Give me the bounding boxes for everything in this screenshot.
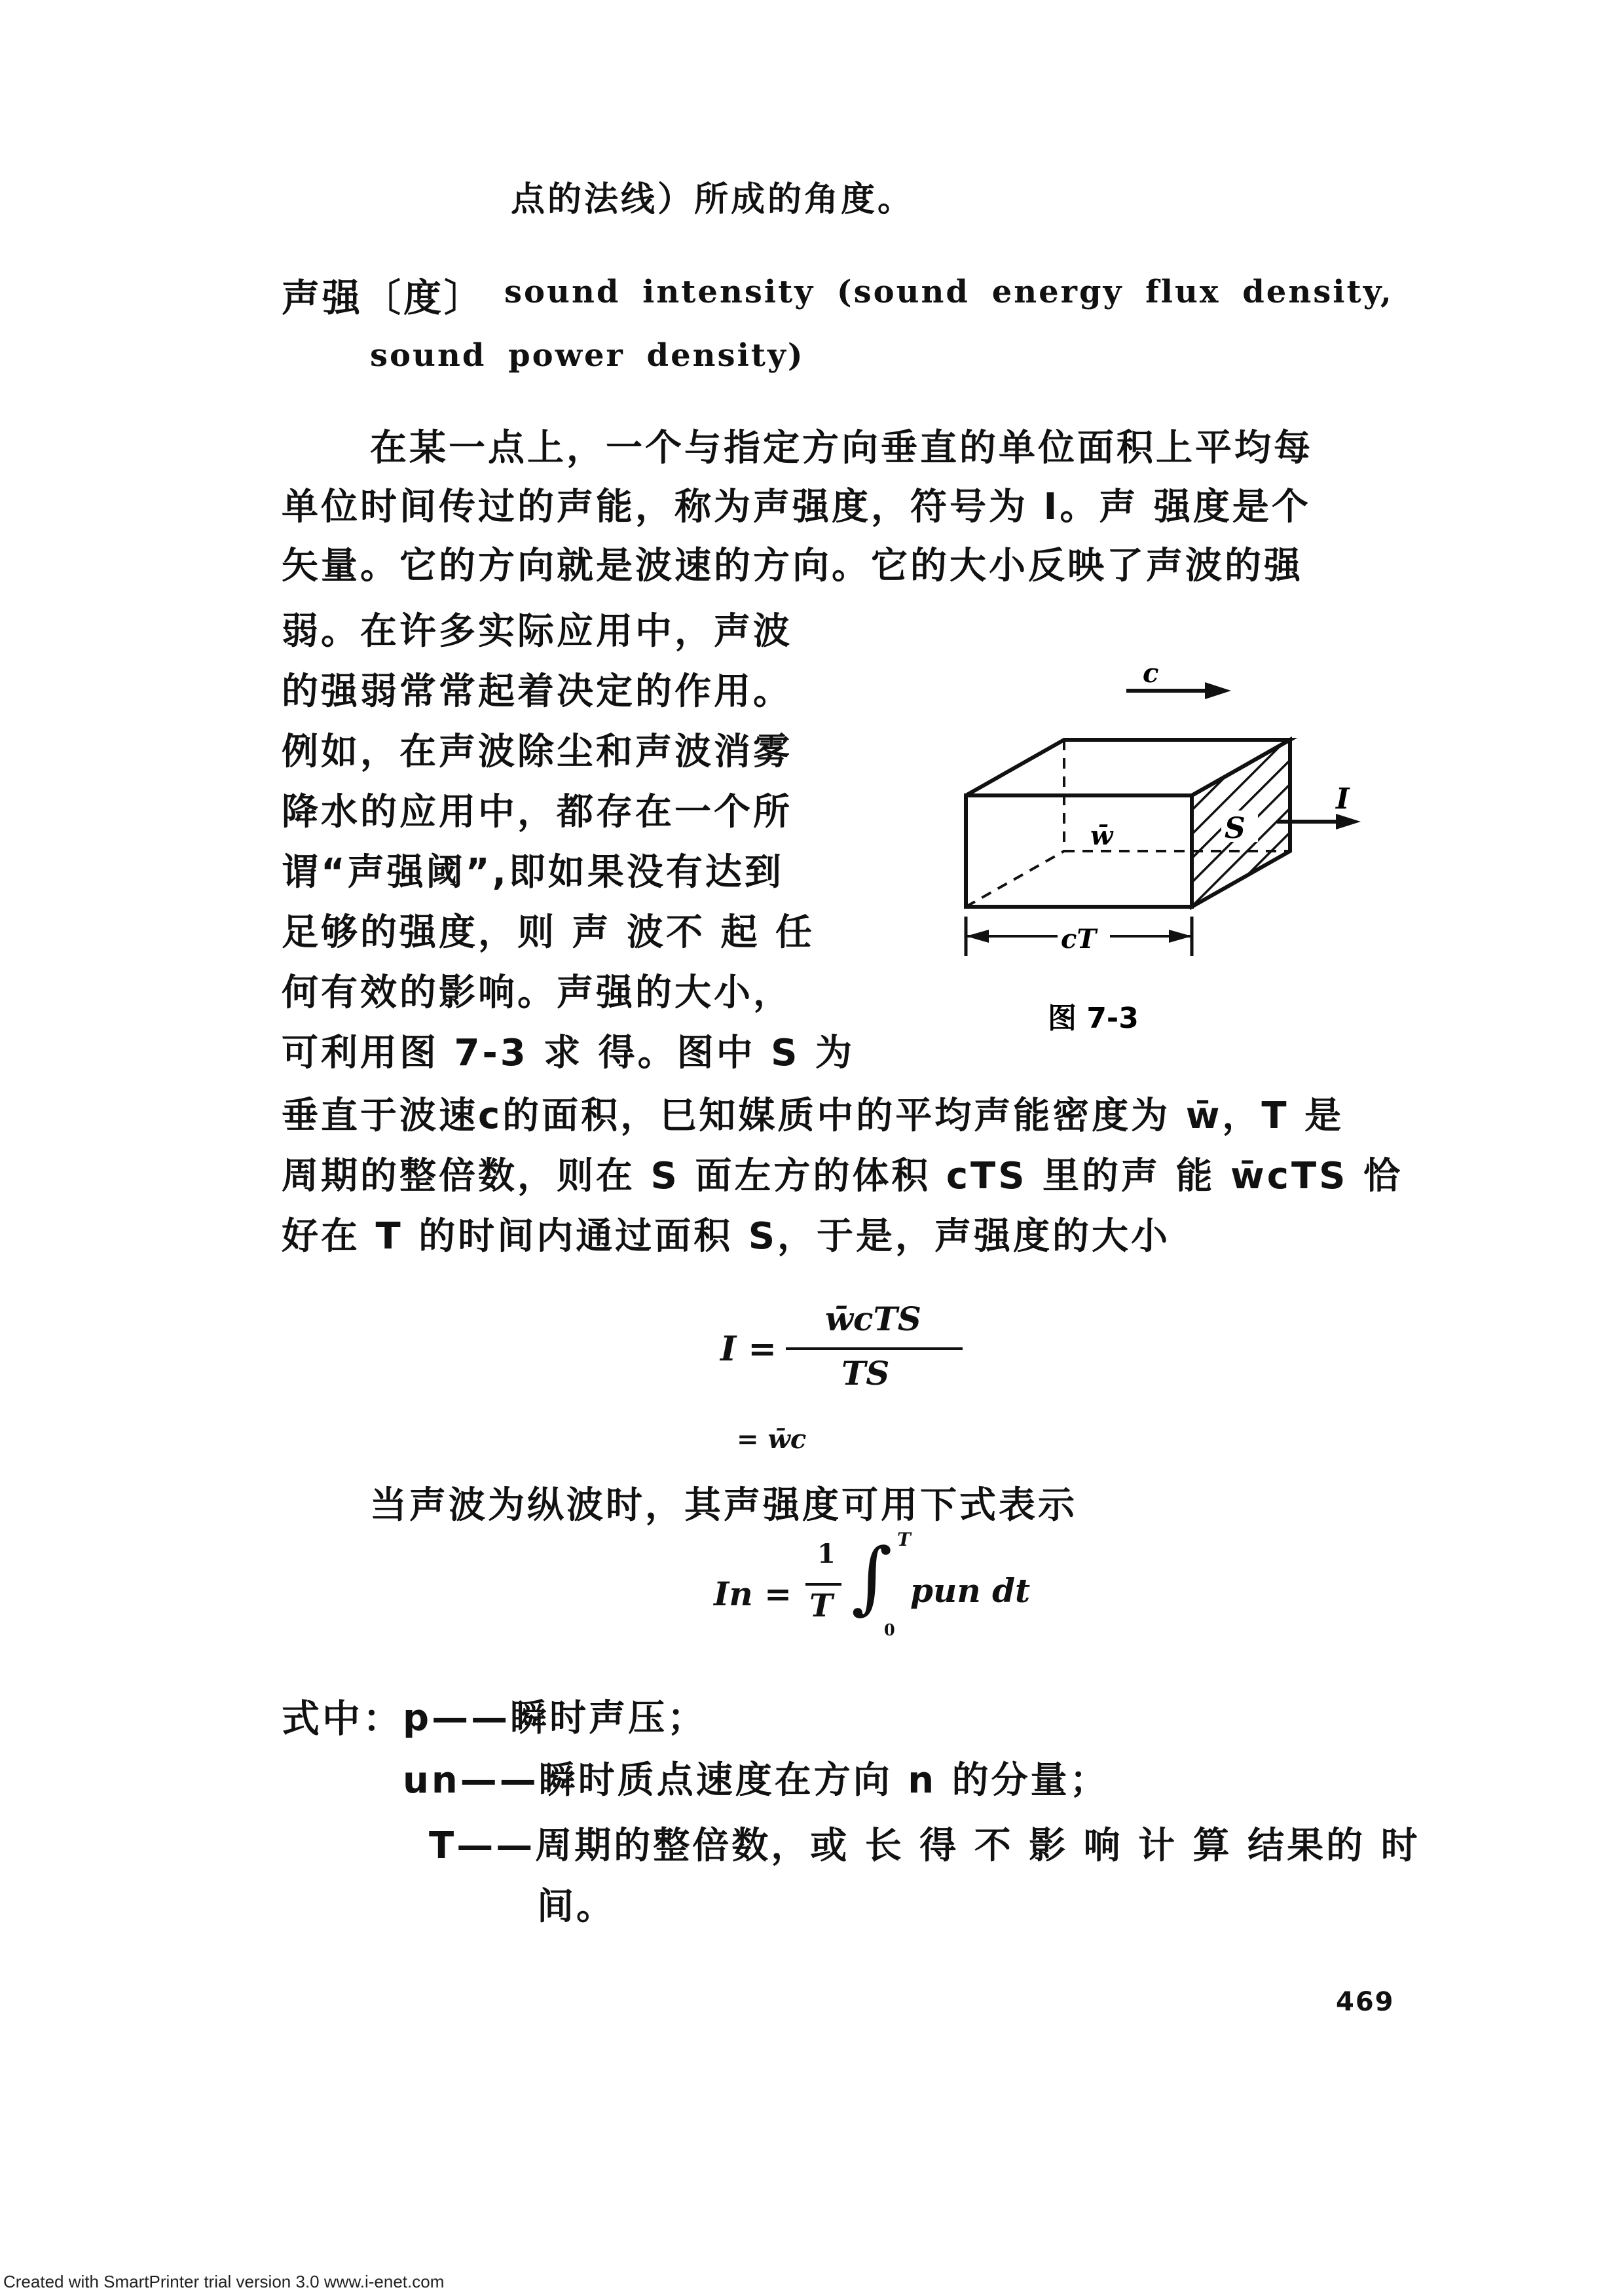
figure-7-3 — [943, 648, 1414, 1041]
term-english-line2: sound power density) — [370, 337, 805, 374]
wrapped-line-7: 何有效的影响。声强的大小， — [282, 972, 792, 1014]
formula1-result: = w̄c — [737, 1424, 807, 1455]
paragraph2-line3: 好在 T 的时间内通过面积 S，于是，声强度的大小 — [282, 1215, 1171, 1258]
label-c: c — [1143, 658, 1159, 689]
footer-watermark: Created with SmartPrinter trial version 3.0 www.i-enet.com — [3, 2272, 445, 2291]
wrapped-line-5: 谓“声强阈”,即如果没有达到 — [282, 851, 784, 894]
formula2-frac-den: T — [809, 1588, 833, 1624]
where-item-t: T——周期的整倍数，或 长 得 不 影 响 计 算 结果的 时 — [429, 1825, 1420, 1867]
wrapped-line-3: 例如，在声波除尘和声波消雾 — [282, 731, 792, 773]
label-s: S — [1225, 812, 1246, 845]
velocity-arrow — [1126, 682, 1231, 699]
paragraph1-line2: 单位时间传过的声能，称为声强度，符号为 I。声 强度是个 — [282, 486, 1311, 528]
where-item-t-cont: 间。 — [537, 1886, 616, 1928]
formula2-lower-limit: 0 — [884, 1620, 895, 1639]
integral-sign: ∫ — [851, 1532, 893, 1623]
formula1-lhs: I = — [720, 1329, 777, 1369]
paragraph2-line1: 垂直于波速c的面积，巳知媒质中的平均声能密度为 w̄，T 是 — [282, 1095, 1344, 1137]
where-item-p: p——瞬时声压； — [403, 1697, 707, 1740]
figure-caption: 图 7-3 — [1048, 1002, 1139, 1035]
where-label: 式中： — [282, 1696, 404, 1741]
label-i: I — [1336, 782, 1350, 816]
formula1-fraction-bar — [786, 1347, 963, 1350]
formula2-upper-limit: T — [897, 1529, 911, 1550]
continuation-line: 点的法线）所成的角度。 — [511, 180, 915, 219]
wrapped-line-2: 的强弱常常起着决定的作用。 — [282, 670, 792, 713]
formula1-numerator: w̄cTS — [825, 1300, 921, 1338]
label-ct: cT — [1061, 924, 1097, 955]
paragraph1-line1: 在某一点上，一个与指定方向垂直的单位面积上平均每 — [370, 427, 1313, 469]
wrapped-line-4: 降水的应用中，都存在一个所 — [282, 791, 792, 833]
page-number: 469 — [1336, 1987, 1395, 2017]
wrapped-line-8: 可利用图 7-3 求 得。图中 S 为 — [282, 1032, 855, 1074]
formula1-denominator: TS — [841, 1354, 890, 1393]
wrapped-line-6: 足够的强度，则 声 波不 起 任 — [282, 911, 815, 954]
formula2-lhs: In = — [714, 1575, 792, 1613]
term-chinese: 声强〔度〕 — [282, 276, 485, 320]
label-w: w̄ — [1090, 820, 1113, 851]
paragraph3: 当声波为纵波时，其声强度可用下式表示 — [370, 1484, 1077, 1527]
formula2-frac-num: 1 — [817, 1539, 836, 1569]
term-english-line1: sound intensity (sound energy flux density, — [504, 274, 1393, 310]
wrapped-line-1: 弱。在许多实际应用中，声波 — [282, 610, 792, 653]
formula2-fraction-bar — [805, 1583, 841, 1586]
where-item-un: un——瞬时质点速度在方向 n 的分量； — [403, 1759, 1109, 1802]
formula2-integrand: pun dt — [910, 1571, 1031, 1610]
paragraph2-line2: 周期的整倍数，则在 S 面左方的体积 cTS 里的声 能 w̄cTS 恰 — [282, 1155, 1403, 1197]
paragraph1-line3: 矢量。它的方向就是波速的方向。它的大小反映了声波的强 — [282, 545, 1303, 587]
